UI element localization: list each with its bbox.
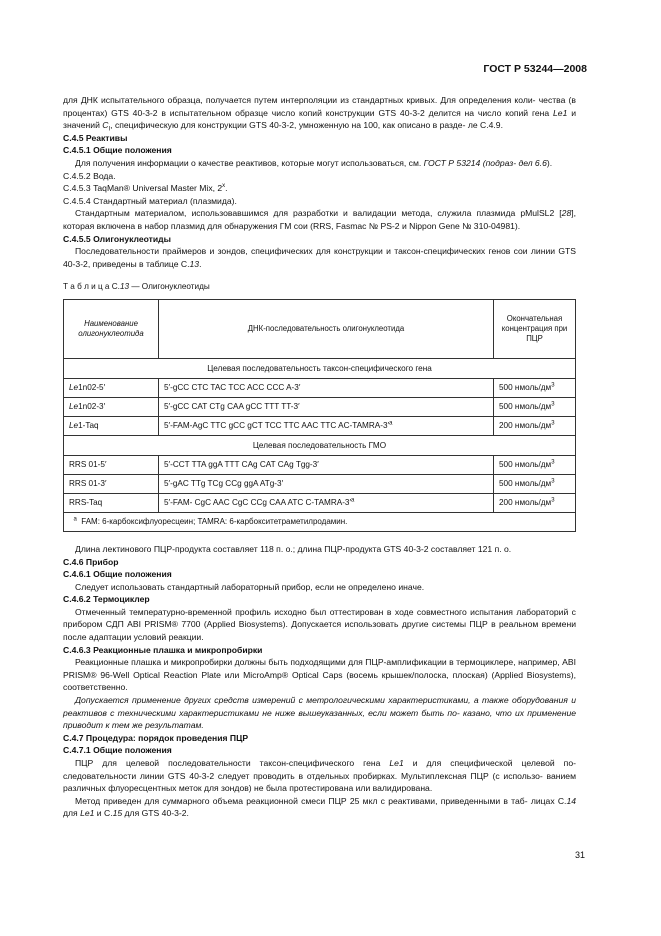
paragraph: Метод приведен для суммарного объема реакционной смеси ПЦР 25 мкл с реактивами, приведенными в таб- лицах С.14 для Le1 и С.15 для GTS 40-3-2. xyxy=(63,795,577,819)
paragraph: Длина лектинового ПЦР-продукта составляет 118 п. о.; длина ПЦР-продукта GTS 40-3-2 составляет 121 п. о. xyxy=(75,543,512,554)
table-cell: RRS-Taq xyxy=(64,493,159,512)
section-title: С.4.7 Процедура: порядок проведения ПЦР xyxy=(63,732,249,743)
section-title: С.4.5 Реактивы xyxy=(63,132,128,143)
table-row xyxy=(64,378,576,397)
table-row xyxy=(64,397,576,416)
table-cell: Le1-Taq xyxy=(64,416,159,435)
table-cell: 5′-FAM-AgC TTC gCC gCT TCC TTC AAC TTC $AC-TAMRA-3'^a$ xyxy=(159,416,494,435)
paragraph: Стандартным материалом, использовавшимся для разработки и валидации метода, служила плазмида pMulSL2 [28], которая включена в набор плазмид для обнаружения ГМ сои (RRS, Fasmac № PS-2 и Nippon Gene № 310-04981). xyxy=(63,208,577,231)
paragraph: ПЦР для целевой последовательности таксон-специфического гена Le1 и для специфической целевой по- следовательности линии GTS 40-3-2 следует проводить в отдельных пробирках. Мультиплексная ПЦР (с использо- ванием различных флуоресцентных меток для зондов) не была протестирована или валидирована. xyxy=(63,758,576,794)
table-row xyxy=(64,455,576,474)
paragraph: Отмеченный температурно-временной профиль исходно был оттестирован в ходе совместного испытания лабораторий с прибором СДП ABI PRISM® 7700 (Applied Biosystems). Допускается использовать другие системы ПЦР в реальном времени после адаптации условий реакции. xyxy=(63,606,577,643)
table-cell: 500 нмоль/$дм^3$ xyxy=(494,455,576,474)
page-number: 31 xyxy=(574,850,585,860)
column-header: Окончательная концентрация при ПЦР xyxy=(494,299,576,358)
table-cell: RRS 01-3′ xyxy=(64,474,159,493)
paragraph: Для получения информации о качестве реактивов, которые могут использоваться, см. ГОСТ Р 53214 (подраз- дел 6.6). xyxy=(75,157,553,168)
table-cell: RRS 01-5′ xyxy=(64,455,159,474)
table-row xyxy=(64,493,576,512)
section-title: С.4.6.3 Реакционные плашка и микропробирки xyxy=(63,644,263,655)
table-section-row: Целевая последовательность ГМО xyxy=(64,435,576,455)
table-cell: 5′-CCT TTA ggA TTT CAg CAT CAg Tgg-3′ xyxy=(159,455,494,474)
table-cell: 500 нмоль/$дм^3$ xyxy=(494,378,576,397)
column-header: Наименование олигонуклеотида xyxy=(64,299,159,358)
section-title: С.4.6.2 Термоциклер xyxy=(63,594,150,605)
table-section-row: Целевая последовательность таксон-специфического гена xyxy=(64,358,576,378)
table-cell: 500 нмоль/$дм^3$ xyxy=(494,474,576,493)
column-header: ДНК-последовательность олигонуклеотида xyxy=(159,299,494,358)
note-paragraph: Допускается применение других средств измерений с метрологическими характеристиками, а также оборудования и реактивов с техническими характеристиками не ниже вышеуказанных, если может быть по- казано, что их применение приводит к тем же результатам. xyxy=(63,695,577,731)
table-cell: Le1n02-3′ xyxy=(64,397,159,416)
table-cell: 200 нмоль/$дм^3$ xyxy=(494,493,576,512)
page-content xyxy=(63,94,576,820)
table-row xyxy=(64,416,576,435)
oligonucleotide-table xyxy=(63,299,576,532)
document-header: ГОСТ Р 53244—2008 xyxy=(483,63,587,75)
section-title: С.4.5.5 Олигонуклеотиды xyxy=(63,233,171,244)
list-item: С.4.5.2 Вода. xyxy=(63,170,116,181)
table-cell: 5′-FAM- CgC AAC CgC CCg CAA ATC $C-TAMRA-3'^a$ xyxy=(159,493,494,512)
table-cell: 5′-gCC CAT CTg CAA gCC TTT TT-3′ xyxy=(159,397,494,416)
table-cell: Le1n02-5′ xyxy=(64,378,159,397)
section-title: С.4.6 Прибор xyxy=(63,556,119,567)
table-cell: 5′-gCC CTC TAC TCC ACC CCC A-3′ xyxy=(159,378,494,397)
table-row xyxy=(64,474,576,493)
paragraph: Реакционные плашка и микропробирки должны быть подходящими для ПЦР-амплификации в термоциклере, например, ABI PRISM® 96-Well Optical Reaction Plate или MicroAmp® Optical Caps (восемь крышек/полоска, плоская) (Applied Biosystems), соответственно. xyxy=(63,657,576,693)
intro-paragraph: для ДНК испытательного образца, получается путем интерполяции из стандартных кривых. Для определения коли- чества (в процентах) GTS 40-3-2 в испытательном образце число копий конструкции GTS 40-3-2 делится на число копий гена Le1 и значений $C_I$, специфическую для конструкции GTS 40-3-2, умноженную на 100, как описано в разде- ле С.4.9. xyxy=(63,95,577,133)
list-item: С.4.5.4 Стандартный материал (плазмида). xyxy=(63,195,237,206)
table-caption: Т а б л и ц а С.13 — Олигонуклеотиды xyxy=(63,282,210,292)
table-cell: 500 нмоль/$дм^3$ xyxy=(494,397,576,416)
table-footnote-row: $^a$ FAM: 6-карбоксифлуоресцеин; TAMRA: 6-карбокситетраметилродамин. xyxy=(64,512,576,531)
section-title: С.4.7.1 Общие положения xyxy=(63,745,172,756)
table-header-row xyxy=(64,299,576,358)
paragraph: Следует использовать стандартный лабораторный прибор, если не определено иначе. xyxy=(75,581,425,592)
table-cell: 200 нмоль/$дм^3$ xyxy=(494,416,576,435)
section-title: С.4.6.1 Общие положения xyxy=(63,569,172,580)
list-item: С.4.5.3 TaqMan® Universal Master Mix, 2$^x$. xyxy=(63,183,228,194)
section-title: С.4.5.1 Общие положения xyxy=(63,145,172,156)
paragraph: Последовательности праймеров и зондов, специфических для конструкции и таксон-специфических генов сои линии GTS 40-3-2, приведены в таблице С.13. xyxy=(63,246,577,269)
table-cell: 5′-gAC TTg TCg CCg ggA ATg-3′ xyxy=(159,474,494,493)
